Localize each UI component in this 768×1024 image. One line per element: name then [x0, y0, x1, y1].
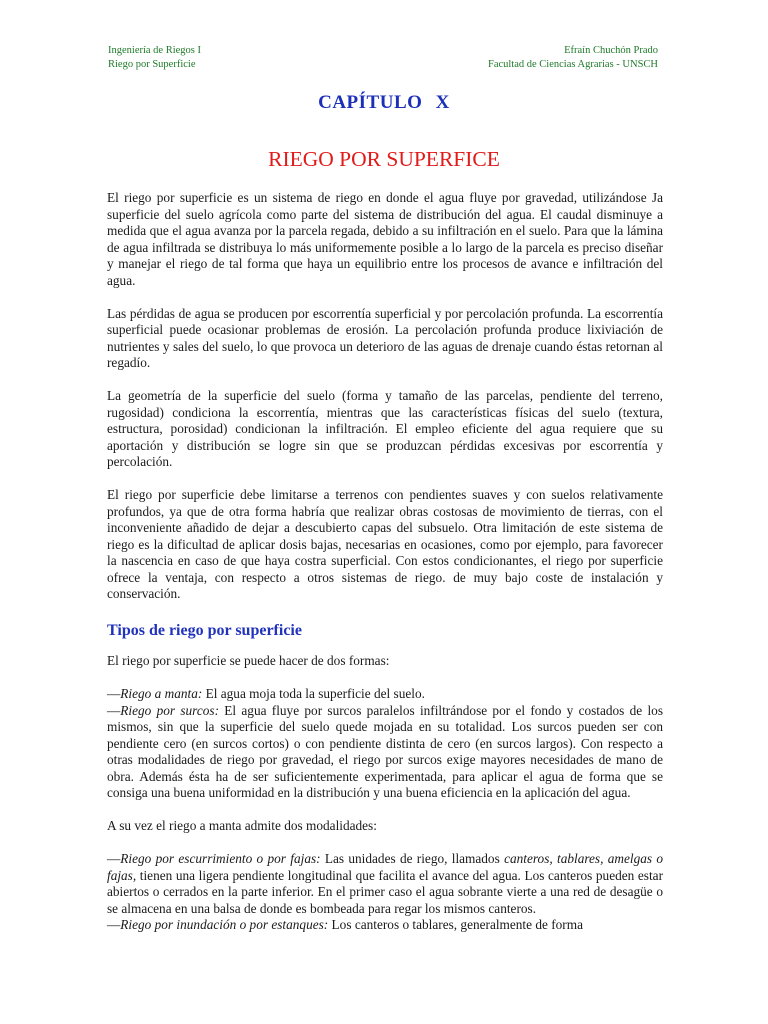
list-item	[107, 703, 663, 802]
header-topic: Riego por Superficie	[108, 58, 196, 70]
paragraph: El riego por superficie debe limitarse a terrenos con pendientes suaves y con suelos relativamente profundos, ya que de otra forma habría que realizar obras costosas de movimiento de tierras, con el inconveniente añadido de dejar a descubierto capas del subsuelo. Otra limitación de este sistema de riego es la dificultad de aplicar dosis bajas, necesarias en ocasiones, como por ejemplo, para favorecer la nascencia en caso de que haya costra superficial. Con estos condicionantes, el riego por superficie ofrece la ventaja, con respecto a otros sistemas de riego. de muy bajo coste de instalación y conservación.	[107, 487, 663, 601]
document-body	[107, 190, 663, 934]
dash: —	[107, 702, 121, 718]
paragraph: El riego por superficie se puede hacer de dos formas:	[107, 653, 390, 668]
header-faculty: Facultad de Ciencias Agrarias - UNSCH	[487, 58, 658, 70]
paragraph: La geometría de la superficie del suelo (forma y tamaño de las parcelas, pendiente del terreno, rugosidad) condiciona la escorrentía, mientras que las características físicas del suelo (textura, estructura, porosidad) condicionan la infiltración. El empleo eficiente del agua requiere que su aportación y distribución se logre sin que se produzcan pérdidas excesivas por escorrentía y percolación.	[107, 388, 663, 469]
term: Riego por surcos:	[120, 702, 220, 718]
header-left	[108, 44, 201, 71]
header-author: Efraín Chuchón Prado	[564, 45, 658, 56]
list-item	[107, 686, 663, 703]
term: Riego por inundación o por estanques:	[120, 917, 329, 932]
header-course: Ingeniería de Riegos I	[108, 45, 202, 56]
definition: Los canteros o tablares, generalmente de forma	[328, 917, 583, 932]
definition: El agua moja toda la superficie del suelo.	[202, 686, 425, 701]
definition: tienen una ligera pendiente longitudinal que facilita el avance del agua. Los canteros pueden estar abiertos o cerrados en la parte inferior. En el primer caso el agua sobrante vierte a una red de desagüe o se almacena en una balsa de donde es bombeada para regar los mismos canteros.	[107, 867, 663, 916]
dash: —	[107, 851, 121, 866]
chapter-heading: CAPÍTULO X	[318, 92, 450, 113]
dash: —	[107, 917, 121, 932]
term: Riego a manta:	[120, 686, 203, 701]
definition: Las unidades de riego, llamados	[320, 851, 505, 866]
paragraph: Las pérdidas de agua se producen por escorrentía superficial y por percolación profunda. La escorrentía superficial puede ocasionar problemas de erosión. La percolación profunda produce lixiviación de nutrientes y sales del suelo, lo que provoca un deterioro de las aguas de drenaje cuando éstas retornan al regadío.	[107, 305, 663, 370]
paragraph: El riego por superficie es un sistema de riego en donde el agua fluye por gravedad, utilizándose Ja superficie del suelo agrícola como parte del sistema de distribución del agua. El caudal disminuye a medida que el agua avanza por la parcela regada, debido a su infiltración en el suelo. Para que la lámina de agua infiltrada se distribuya lo más uniformemente posible a lo largo de la parcela es preciso diseñar y manejar el riego de tal forma que haya un equilibrio entre los procesos de avance e infiltración del agua.	[107, 190, 663, 288]
definition: El agua fluye por surcos paralelos infiltrándose por el fondo y costados de los mismos, sin que la superficie del suelo quede mojada en su totalidad. Los surcos pueden ser con pendiente cero (en surcos cortos) o con pendiente distinta de cero (en surcos largos). Con respecto a otras modalidades de riego por gravedad, el riego por surcos exige mayores necesidades de mano de obra. Además ésta ha de ser suficientemente experimentada, para aplicar el agua de forma que se consiga una buena uniformidad en la distribución y una buena eficiencia en la aplicación del agua.	[107, 702, 663, 800]
header-right	[488, 44, 658, 71]
term-list: canteros, tablares, amelgas o fajas,	[107, 851, 663, 883]
section-heading: Tipos de riego por superficie	[107, 621, 302, 639]
page-title: RIEGO POR SUPERFICE	[268, 147, 500, 171]
list-item	[107, 851, 663, 917]
dash: —	[107, 686, 121, 701]
paragraph: A su vez el riego a manta admite dos modalidades:	[107, 818, 377, 833]
list-item	[107, 917, 663, 934]
term: Riego por escurrimiento o por fajas:	[120, 851, 321, 866]
